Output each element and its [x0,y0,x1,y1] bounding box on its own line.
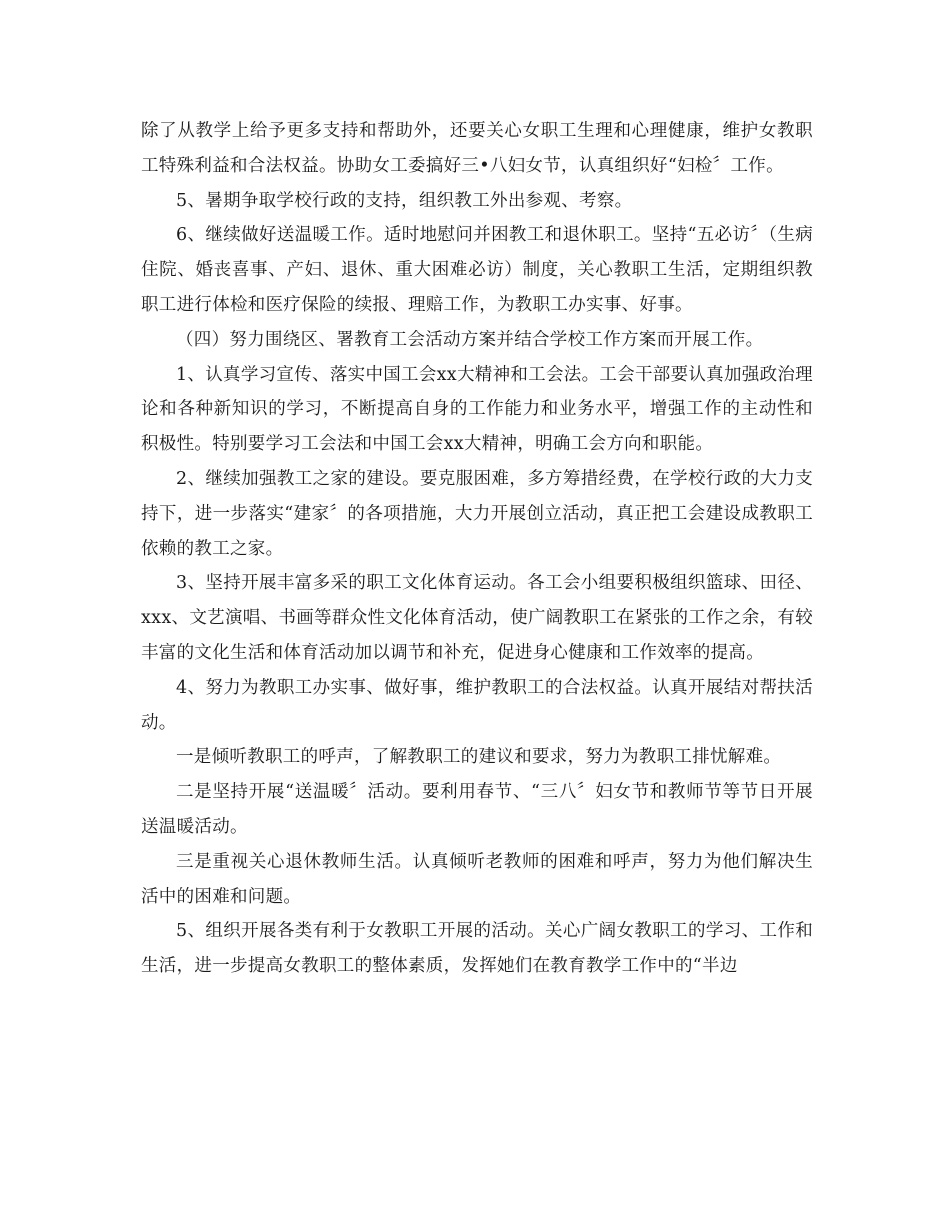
paragraph-sub-item-1: 一是倾听教职工的呼声，了解教职工的建议和要求，努力为教职工排忧解难。 [176,747,782,768]
paragraph-item-2-home: 2、继续加强教工之家的建设。要克服困难，多方筹措经费，在学校行政的大力支持下，进一步落实“建家〞的各项措施，大力开展创立活动，真正把工会建设成教职工依赖的教工之家。 [141,468,813,559]
paragraph-item-3-sports: 3、坚持开展丰富多采的职工文化体育运动。各工会小组要积极组织篮球、田径、xxx、文艺演唱、书画等群众性文化体育活动，使广阔教职工在紧张的工作之余，有较丰富的文化生活和体育活动加以调节和补充，促进身心健康和工作效率的提高。 [141,573,813,663]
paragraph-item-5-women: 5、组织开展各类有利于女教职工开展的活动。关心广阔女教职工的学习、工作和生活，进一步提高女教职工的整体素质，发挥她们在教育教学工作中的“半边 [141,921,813,977]
paragraph-continuation: 除了从教学上给予更多支持和帮助外，还要关心女职工生理和心理健康，维护女教职工特殊利益和合法权益。协助女工委搞好三•八妇女节，认真组织好“妇检〞工作。 [141,121,813,176]
paragraph-item-6-warmth: 6、继续做好送温暖工作。适时地慰问并困教工和退休职工。坚持“五必访〞（生病住院、婚丧喜事、产妇、退休、重大困难必访）制度，关心教职工生活，定期组织教职工进行体检和医疗保险的续报、理赔工作，为教职工办实事、好事。 [141,225,813,315]
paragraph-item-1-study: 1、认真学习宣传、落实中国工会xx大精神和工会法。工会干部要认真加强政治理论和各种新知识的学习，不断提高自身的工作能力和业务水平，增强工作的主动性和积极性。特别要学习工会法和中国工会xx大精神，明确工会方向和职能。 [141,364,813,455]
paragraph-item-4-service: 4、努力为教职工办实事、做好事，维护教职工的合法权益。认真开展结对帮扶活动。 [141,677,813,733]
paragraph-item-5-summer-visit: 5、暑期争取学校行政的支持，组织教工外出参观、考察。 [176,190,633,211]
document-body [141,114,813,984]
section-heading-4: （四）努力围绕区、署教育工会活动方案并结合学校工作方案而开展工作。 [176,329,764,350]
paragraph-sub-item-3: 三是重视关心退休教师生活。认真倾听老教师的困难和呼声，努力为他们解决生活中的困难和问题。 [141,851,813,907]
paragraph-sub-item-2: 二是坚持开展“送温暖〞活动。要利用春节、“三八〞妇女节和教师节等节日开展送温暖活动。 [141,782,813,837]
